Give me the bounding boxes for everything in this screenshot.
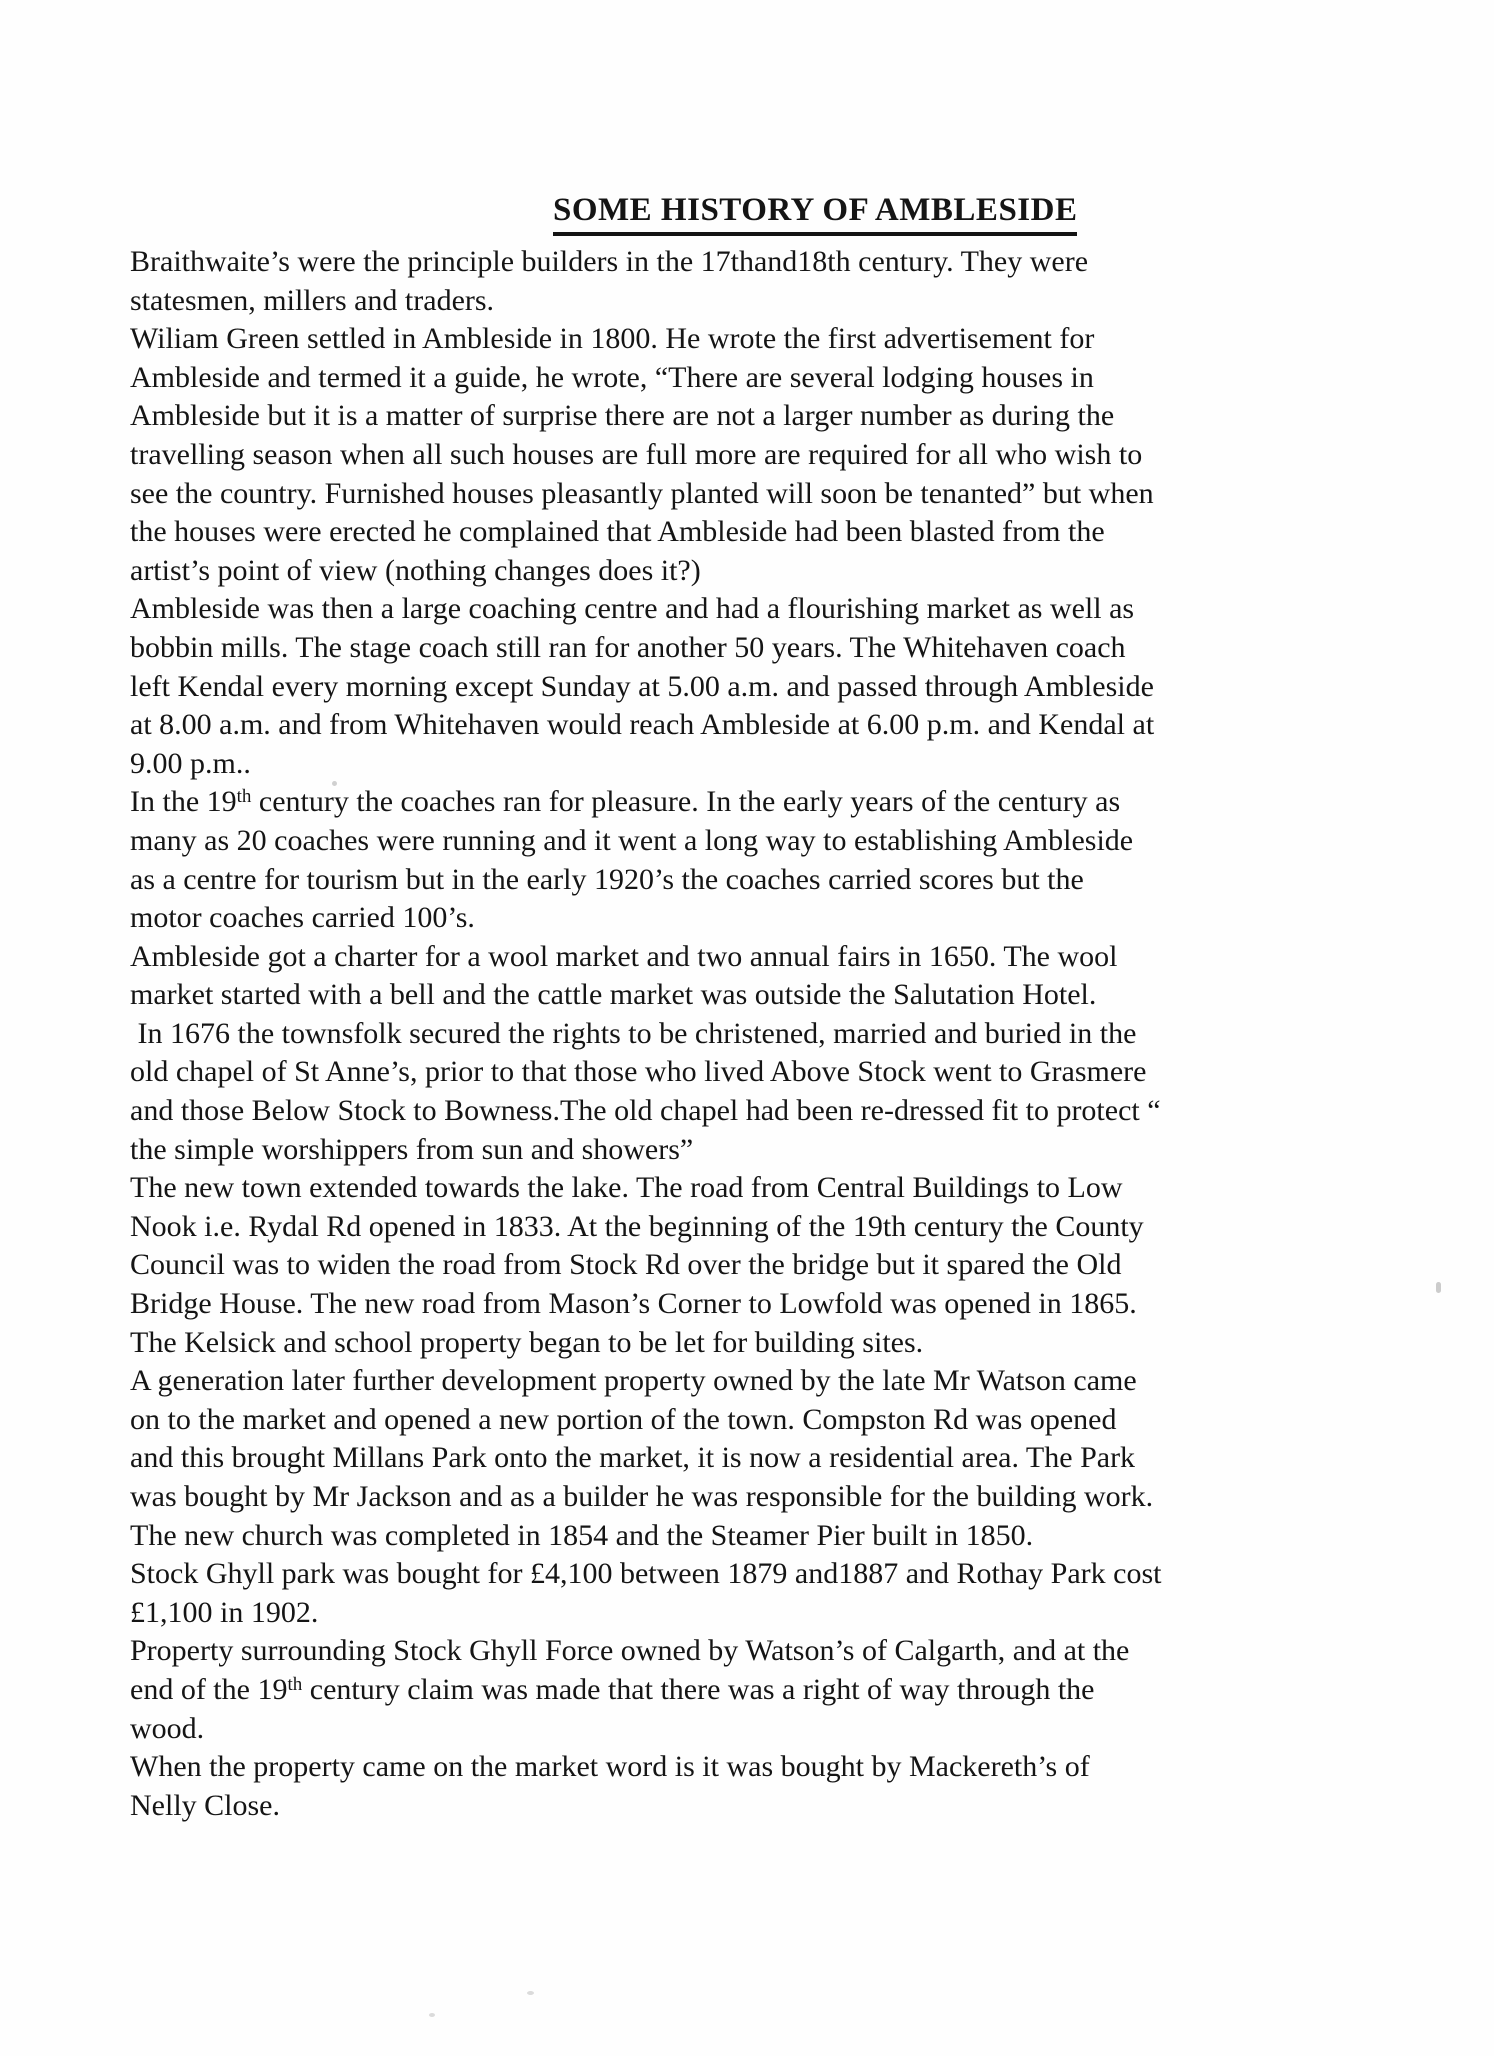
text-line: end of the 19th century claim was made that there was a right of way through the [130,1672,1095,1706]
text-line: wood. [130,1711,205,1745]
text-line: statesmen, millers and traders. [130,283,495,317]
page-title-text: SOME HISTORY OF AMBLESIDE [553,190,1077,236]
text-line: many as 20 coaches were running and it went a long way to establishing Ambleside [130,823,1134,857]
text-line: bobbin mills. The stage coach still ran for another 50 years. The Whitehaven coach [130,630,1126,664]
text-line: Ambleside but it is a matter of surprise there are not a larger number as during the [130,399,1115,433]
text-line: Ambleside got a charter for a wool market and two annual fairs in 1650. The wool [130,939,1118,973]
text-line: When the property came on the market word is it was bought by Mackereth’s of [130,1750,1090,1784]
document-body [130,243,1430,1825]
text-line: old chapel of St Anne’s, prior to that those who lived Above Stock went to Grasmere [130,1055,1147,1089]
text-line: the houses were erected he complained that Ambleside had been blasted from the [130,515,1105,549]
text-line: Bridge House. The new road from Mason’s Corner to Lowfold was opened in 1865. [130,1287,1137,1321]
text-line: Nook i.e. Rydal Rd opened in 1833. At the beginning of the 19th century the County [130,1209,1144,1243]
text-line: see the country. Furnished houses pleasantly planted will soon be tenanted” but when [130,476,1154,510]
text-line: and those Below Stock to Bowness.The old chapel had been re-dressed fit to protect “ [130,1094,1161,1128]
text-line: at 8.00 a.m. and from Whitehaven would reach Ambleside at 6.00 p.m. and Kendal at [130,708,1155,742]
text-line: Braithwaite’s were the principle builders in the 17thand18th century. They were [130,245,1089,278]
text-line: Nelly Close. [130,1788,280,1822]
text-line: Stock Ghyll park was bought for £4,100 between 1879 and1887 and Rothay Park cost [130,1557,1162,1591]
text-line: artist’s point of view (nothing changes does it?) [130,553,701,587]
text-line: Council was to widen the road from Stock Rd over the bridge but it spared the Old [130,1248,1122,1282]
scan-speck [527,1991,534,1995]
text-line: the simple worshippers from sun and showers” [130,1132,694,1166]
scan-speck [1436,1282,1441,1293]
text-line: Ambleside was then a large coaching centre and had a flourishing market as well as [130,592,1135,626]
text-line: 9.00 p.m.. [130,746,251,780]
text-line: The Kelsick and school property began to be let for building sites. [130,1325,924,1359]
text-line: £1,100 in 1902. [130,1595,319,1629]
text-line: In 1676 the townsfolk secured the rights to be christened, married and buried in the [130,1016,1137,1050]
text-line: Ambleside and termed it a guide, he wrote, “There are several lodging houses in [130,360,1094,394]
text-line: Wiliam Green settled in Ambleside in 1800. He wrote the first advertisement for [130,322,1095,356]
text-line: travelling season when all such houses are full more are required for all who wish to [130,437,1143,471]
text-line: Property surrounding Stock Ghyll Force owned by Watson’s of Calgarth, and at the [130,1634,1130,1668]
text-line: as a centre for tourism but in the early 1920’s the coaches carried scores but the [130,862,1084,896]
scan-speck [332,781,337,786]
text-line: motor coaches carried 100’s. [130,901,475,935]
text-line: A generation later further development property owned by the late Mr Watson came [130,1364,1137,1398]
text-line: left Kendal every morning except Sunday at 5.00 a.m. and passed through Ambleside [130,669,1154,703]
text-line: In the 19th century the coaches ran for pleasure. In the early years of the century as [130,785,1121,819]
text-line: The new church was completed in 1854 and the Steamer Pier built in 1850. [130,1518,1034,1552]
text-line: on to the market and opened a new portion of the town. Compston Rd was opened [130,1402,1117,1436]
text-line: The new town extended towards the lake. The road from Central Buildings to Low [130,1171,1123,1205]
scan-speck [429,2013,435,2017]
text-line: market started with a bell and the cattle market was outside the Salutation Hotel. [130,978,1097,1012]
text-line: was bought by Mr Jackson and as a builder he was responsible for the building work. [130,1480,1154,1513]
text-line: and this brought Millans Park onto the market, it is now a residential area. The Park [130,1441,1136,1475]
